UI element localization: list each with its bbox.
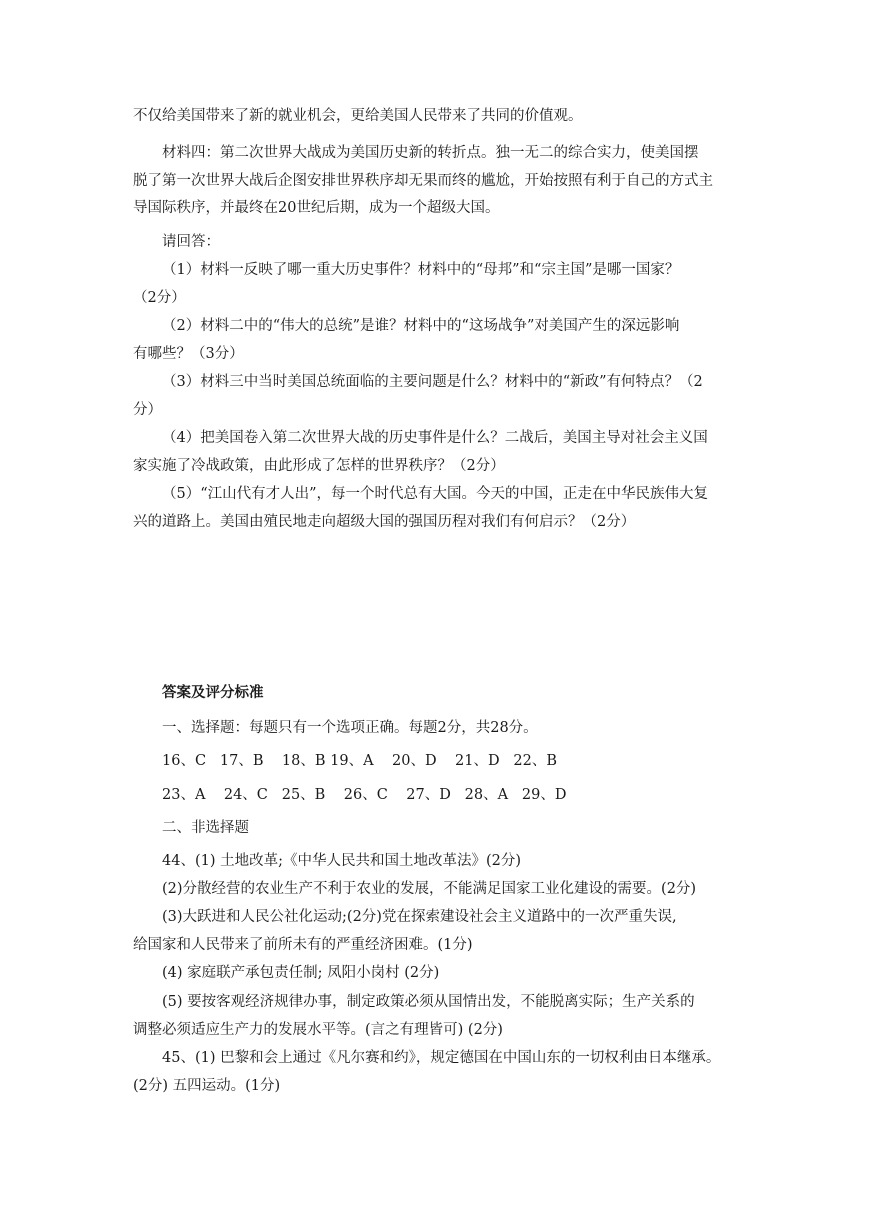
question-1: （2分） <box>133 290 186 306</box>
answer-44-3: (3)大跃进和人民公社化运动;(2分)党在探索建设社会主义道路中的一次严重失误, <box>162 909 677 925</box>
question-3: 分） <box>133 402 162 418</box>
question-4: 家实施了冷战政策，由此形成了怎样的世界秩序？（2分） <box>133 458 505 474</box>
answer-45-1: 45、(1) 巴黎和会上通过《凡尔赛和约》，规定德国在中国山东的一切权利由日本继承。 <box>162 1050 721 1066</box>
question-prompt: 请回答： <box>162 234 220 250</box>
part-2-title: 二、非选择题 <box>162 820 249 836</box>
question-2: （2）材料二中的“伟大的总统”是谁？材料中的“这场战争”对美国产生的深远影响 <box>162 318 680 334</box>
answer-44-3: 给国家和人民带来了前所未有的严重经济困难。(1分) <box>133 937 473 953</box>
material-4-line: 材料四：第二次世界大战成为美国历史新的转折点。独一无二的综合实力，使美国摆 <box>162 145 699 161</box>
answer-section-title: 答案及评分标准 <box>162 685 264 701</box>
answer-44-5: 调整必须适应生产力的发展水平等。(言之有理皆可) (2分) <box>133 1022 503 1038</box>
material-4-line: 脱了第一次世界大战后企图安排世界秩序却无果而终的尴尬，开始按照有利于自己的方式主 <box>133 173 713 189</box>
answer-44-5: (5) 要按客观经济规律办事，制定政策必须从国情出发，不能脱离实际；生产关系的 <box>162 994 695 1010</box>
question-4: （4）把美国卷入第二次世界大战的历史事件是什么？二战后，美国主导对社会主义国 <box>162 430 708 446</box>
question-5: 兴的道路上。美国由殖民地走向超级大国的强国历程对我们有何启示？（2分） <box>133 514 636 530</box>
question-2: 有哪些？（3分） <box>133 346 244 362</box>
part-1-title: 一、选择题：每题只有一个选项正确。每题2分，共28分。 <box>162 720 538 736</box>
answer-44-4: (4) 家庭联产承包责任制; 凤阳小岗村 (2分) <box>162 965 440 981</box>
material-4-line: 导国际秩序，并最终在20世纪后期，成为一个超级大国。 <box>133 200 500 216</box>
question-3: （3）材料三中当时美国总统面临的主要问题是什么？材料中的“新政”有何特点？（2 <box>162 374 703 390</box>
question-1: （1）材料一反映了哪一重大历史事件？材料中的“母邦”和“宗主国”是哪一国家？ <box>162 262 680 278</box>
answer-44-1: 44、(1) 土地改革;《中华人民共和国土地改革法》(2分) <box>162 853 522 869</box>
question-5: （5）“江山代有才人出”，每一个时代总有大国。今天的中国，正走在中华民族伟大复 <box>162 486 709 502</box>
answer-45-1: (2分) 五四运动。(1分) <box>133 1078 281 1094</box>
choice-answers-row: 23、A 24、C 25、B 26、C 27、D 28、A 29、D <box>162 787 567 803</box>
choice-answers-row: 16、C 17、B 18、B 19、A 20、D 21、D 22、B <box>162 753 558 769</box>
material-3-continuation: 不仅给美国带来了新的就业机会，更给美国人民带来了共同的价值观。 <box>133 108 583 124</box>
answer-44-2: (2)分散经营的农业生产不利于农业的发展，不能满足国家工业化建设的需要。(2分) <box>162 881 697 897</box>
